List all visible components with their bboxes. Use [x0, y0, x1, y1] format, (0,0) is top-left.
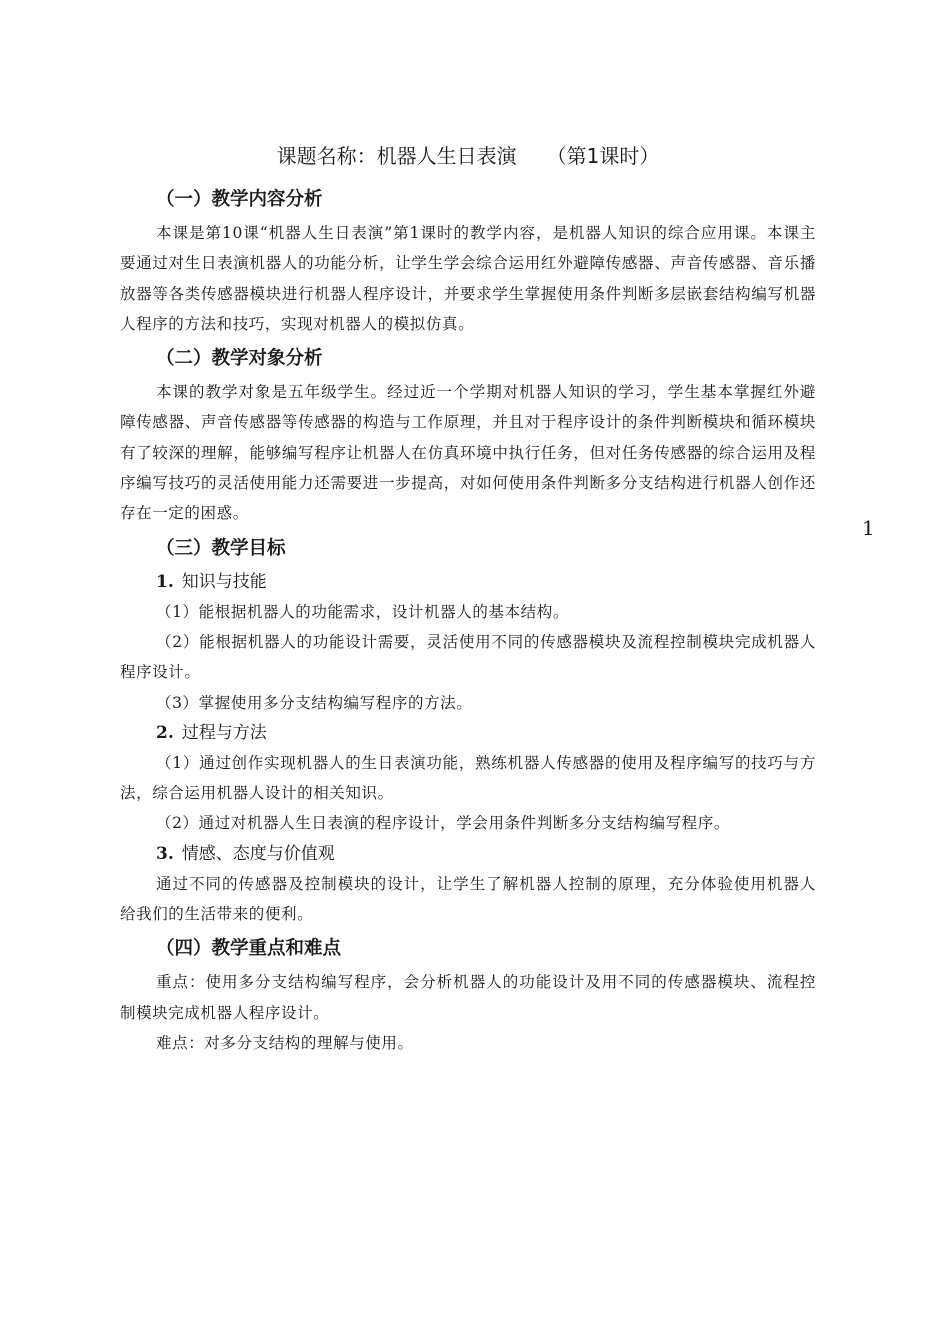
- objective-item: （3）掌握使用多分支结构编写程序的方法。: [156, 693, 473, 712]
- lesson-title-session: （第1课时）: [546, 144, 660, 168]
- section-heading-key-points: （四）教学重点和难点: [156, 938, 342, 960]
- objective-number: 3.: [156, 843, 174, 864]
- objective-item: （2）能根据机器人的功能设计需要，灵活使用不同的传感器模块及流程控制模块完成机器人程序设计。: [120, 632, 816, 682]
- section-heading-content-analysis: （一）教学内容分析: [156, 189, 323, 210]
- section-heading-objectives: （三）教学目标: [156, 537, 286, 559]
- document-page: [120, 140, 816, 1058]
- key-point-paragraph: 重点：使用多分支结构编写程序，会分析机器人的功能设计及用不同的传感器模块、流程控制模块完成机器人程序设计。: [120, 973, 816, 1022]
- objective-label: 过程与方法: [181, 722, 267, 743]
- objective-label: 知识与技能: [181, 571, 267, 592]
- audience-analysis-paragraph: 本课的教学对象是五年级学生。经过近一个学期对机器人知识的学习，学生基本掌握红外避障传感器、声音传感器等传感器的构造与工作原理，并且对于程序设计的条件判断模块和循环模块有了较深的理解，能够编写程序让机器人在仿真环境中执行任务，但对任务传感器的综合运用及程序编写技巧的灵活使用能力还需要进一步提高，对如何使用条件判断多分支结构进行机器人创作还存在一定的困惑。: [120, 383, 816, 523]
- section-heading-audience-analysis: （二）教学对象分析: [156, 348, 323, 370]
- objective-label: 情感、态度与价值观: [181, 843, 335, 864]
- objective-item: （1）通过创作实现机器人的生日表演功能，熟练机器人传感器的使用及程序编写的技巧与方法，综合运用机器人设计的相关知识。: [120, 753, 816, 803]
- objective-item: （2）通过对机器人生日表演的程序设计，学会用条件判断多分支结构编写程序。: [156, 814, 730, 833]
- page-number: 1: [862, 516, 875, 540]
- content-analysis-paragraph: 本课是第10课“机器人生日表演”第1课时的教学内容，是机器人知识的综合应用课。本课主要通过对生日表演机器人的功能分析，让学生学会综合运用红外避障传感器、声音传感器、音乐播放器等各类传感器模块进行机器人程序设计，并要求学生掌握使用条件判断多层嵌套结构编写机器人程序的方法和技巧，实现对机器人的模拟仿真。: [120, 224, 816, 333]
- difficult-point-paragraph: 难点：对多分支结构的理解与使用。: [156, 1033, 414, 1052]
- objective-group-process: [120, 718, 816, 748]
- lesson-title: [120, 140, 816, 172]
- objective-group-attitude: [120, 839, 816, 869]
- lesson-title-main: 课题名称：机器人生日表演: [276, 144, 517, 168]
- objective-text: 通过不同的传感器及控制模块的设计，让学生了解机器人控制的原理，充分体验使用机器人给我们的生活带来的便利。: [120, 874, 816, 924]
- objective-number: 1.: [156, 571, 174, 592]
- objective-group-knowledge: [120, 567, 816, 597]
- objective-item: （1）能根据机器人的功能需求，设计机器人的基本结构。: [156, 602, 569, 621]
- objective-number: 2.: [156, 722, 174, 743]
